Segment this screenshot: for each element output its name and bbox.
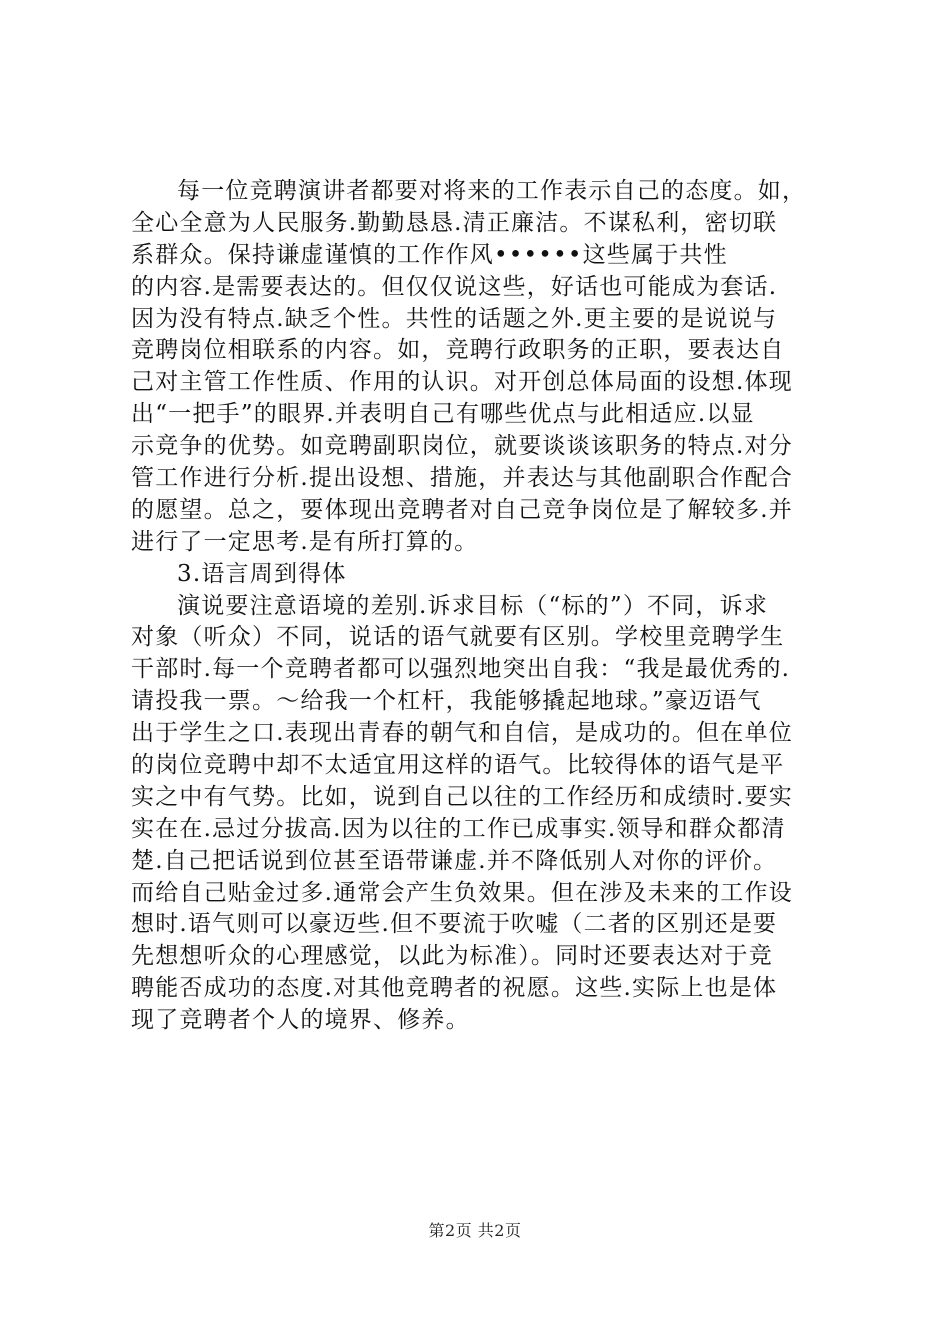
- text-line: 对象（听众）不同，说话的语气就要有区别。学校里竞聘学生: [131, 624, 785, 651]
- text-line: 全心全意为人民服务.勤勤恳恳.清正廉洁。不谋私利，密切联: [131, 209, 778, 236]
- text-line: 实之中有气势。比如，说到自己以往的工作经历和成绩时.要实: [131, 783, 793, 810]
- text-line: 的内容.是需要表达的。但仅仅说这些，好话也可能成为套话.: [131, 273, 778, 300]
- text-line: 实在在.忌过分拔高.因为以往的工作已成事实.领导和群众都清: [131, 815, 786, 842]
- text-line: 每一位竞聘演讲者都要对将来的工作表示自己的态度。如，: [177, 178, 807, 204]
- text-line: 楚.自己把话说到位甚至语带谦虚.并不降低别人对你的评价。: [131, 847, 778, 874]
- text-line: 而给自己贴金过多.通常会产生负效果。但在涉及未来的工作设: [131, 879, 793, 906]
- text-line: 己对主管工作性质、作用的认识。对开创总体局面的设想.体现: [131, 369, 793, 396]
- text-line: 因为没有特点.缺乏个性。共性的话题之外.更主要的是说说与: [131, 305, 778, 332]
- text-line: 先想想听众的心理感觉，以此为标准）。同时还要表达对于竞: [131, 943, 773, 970]
- text-line: 出“一把手”的眼界.并表明自己有哪些优点与此相适应.以显: [131, 401, 755, 428]
- text-line: 现了竞聘者个人的境界、修养。: [131, 1007, 470, 1034]
- text-line: 管工作进行分析.提出设想、措施，并表达与其他副职合作配合: [131, 465, 793, 492]
- text-line: 演说要注意语境的差别.诉求目标（“标的”）不同，诉求: [177, 592, 769, 619]
- text-line: 示竞争的优势。如竞聘副职岗位，就要谈谈该职务的特点.对分: [131, 433, 793, 460]
- page-footer: 第2页 共2页: [428, 1221, 522, 1240]
- text-line: 竞聘岗位相联系的内容。如，竞聘行政职务的正职，要表达自: [131, 337, 785, 364]
- text-line: 的岗位竞聘中却不太适宜用这样的语气。比较得体的语气是平: [131, 752, 785, 779]
- text-line: 进行了一定思考.是有所打算的。: [131, 528, 479, 555]
- text-line: 干部时.每一个竞聘者都可以强烈地突出自我：“我是最优秀的.: [131, 656, 791, 683]
- text-line: 聘能否成功的态度.对其他竞聘者的祝愿。这些.实际上也是体: [131, 975, 778, 1002]
- document-body: [131, 176, 831, 1037]
- text-line: 出于学生之口.表现出青春的朝气和自信，是成功的。但在单位: [131, 720, 793, 747]
- text-line: 想时.语气则可以豪迈些.但不要流于吹嘘（二者的区别还是要: [131, 911, 778, 938]
- text-line: 3.语言周到得体: [177, 560, 347, 587]
- text-line: 的愿望。总之，要体现出竞聘者对自己竞争岗位是了解较多.并: [131, 496, 793, 523]
- text-line: 请投我一票。～给我一个杠杆，我能够撬起地球。”豪迈语气: [131, 688, 762, 715]
- text-line: 系群众。保持谦虚谨慎的工作作风••••••这些属于共性: [131, 241, 728, 268]
